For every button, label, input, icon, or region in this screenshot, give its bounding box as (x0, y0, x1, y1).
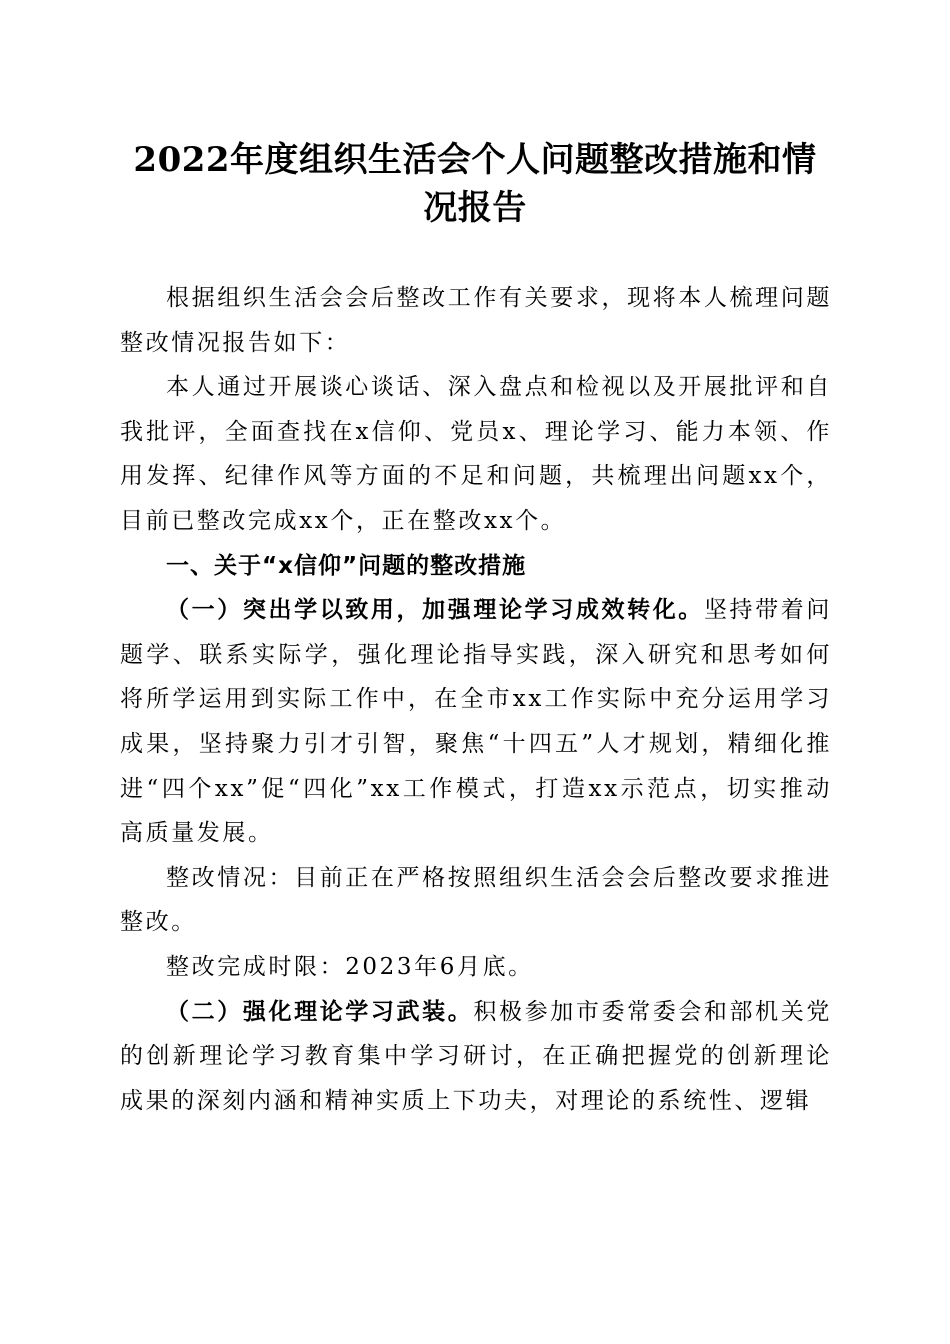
paragraph-item-1 (120, 588, 832, 856)
paragraph-item-1-deadline: 整改完成时限：2023年6月底。 (166, 953, 534, 980)
item-2-body: 积极参加市委常委会和部机关党的创新理论学习教育集中学习研讨，在正确把握党的创新理论成果的深刻内涵和精神实质上下功夫，对理论的系统性、逻辑 (120, 998, 832, 1114)
paragraph-summary: 本人通过开展谈心谈话、深入盘点和检视以及开展批评和自我批评，全面查找在x信仰、党员x、理论学习、能力本领、作用发挥、纪律作风等方面的不足和问题，共梳理出问题xx个，目前已整改完成xx个，正在整改xx个。 (120, 374, 832, 534)
item-1-body: 坚持带着问题学、联系实际学，强化理论指导实践，深入研究和思考如何将所学运用到实际工作中，在全市xx工作实际中充分运用学习成果，坚持聚力引才引智，聚焦“十四五”人才规划，精细化推进“四个xx”促“四化”xx工作模式，打造xx示范点，切实推动高质量发展。 (120, 597, 832, 847)
paragraph-item-1-status: 整改情况：目前正在严格按照组织生活会会后整改要求推进整改。 (120, 864, 832, 936)
item-2-lead: （二）强化理论学习武装。 (166, 997, 474, 1025)
document-body (120, 276, 832, 1123)
document-title: 2022年度组织生活会个人问题整改措施和情况报告 (133, 140, 817, 228)
item-1-lead: （一）突出学以致用，加强理论学习成效转化。 (166, 596, 704, 624)
paragraph-item-2 (120, 990, 832, 1124)
section-heading-1: 一、关于“x信仰”问题的整改措施 (166, 552, 527, 579)
paragraph-intro: 根据组织生活会会后整改工作有关要求，现将本人梳理问题整改情况报告如下： (120, 285, 832, 356)
